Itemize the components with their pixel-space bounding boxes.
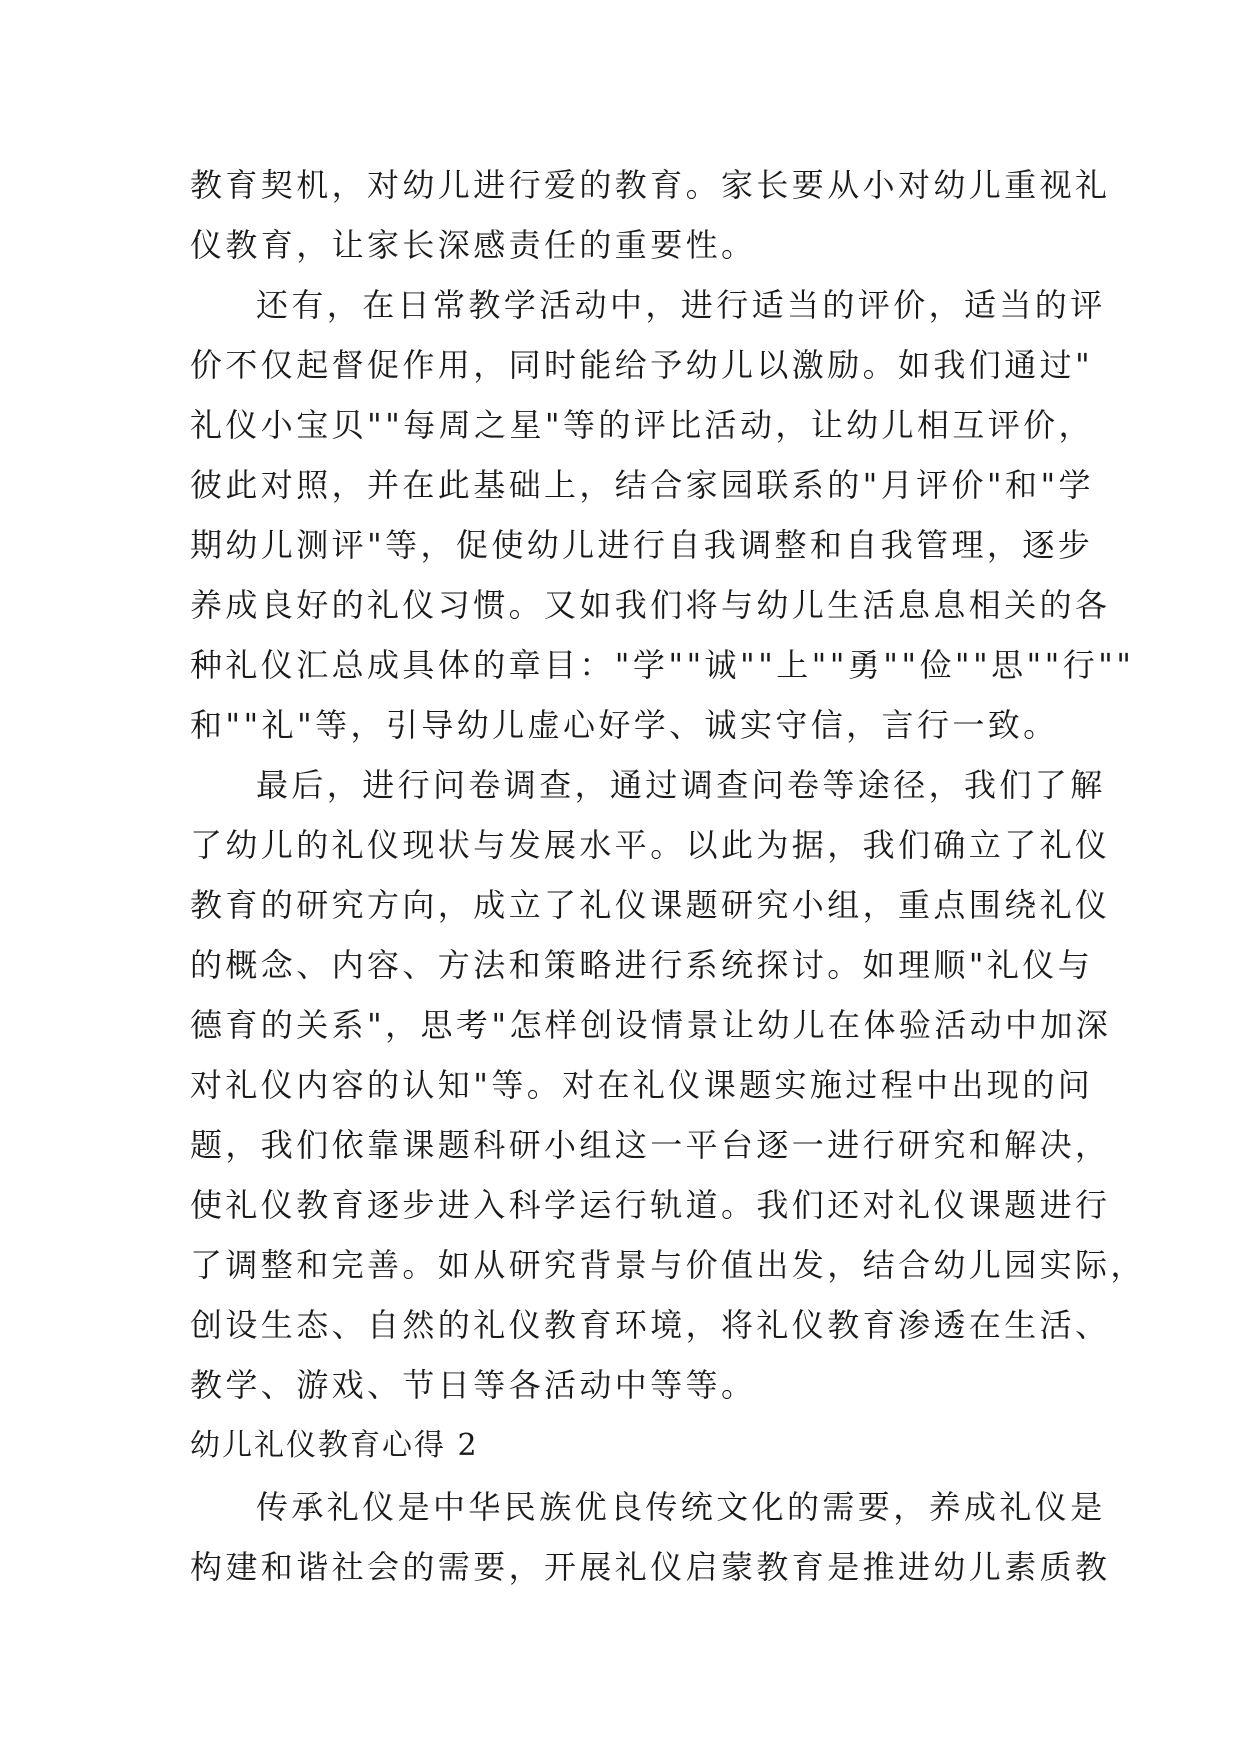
text-line: 了调整和完善。如从研究背景与价值出发，结合幼儿园实际， xyxy=(190,1246,1146,1284)
text-line: 创设生态、自然的礼仪教育环境，将礼仪教育渗透在生活、 xyxy=(190,1306,1111,1344)
paragraph-4 xyxy=(190,1477,1111,1597)
text-line: 传承礼仪是中华民族优良传统文化的需要，养成礼仪是 xyxy=(256,1488,1106,1526)
paragraph-1 xyxy=(190,155,1111,275)
text-line: 教育契机，对幼儿进行爱的教育。家长要从小对幼儿重视礼 xyxy=(190,166,1111,204)
text-line: 对礼仪内容的认知"等。对在礼仪课题实施过程中出现的问 xyxy=(190,1066,1094,1104)
text-line: 和""礼"等，引导幼儿虚心好学、诚实守信，言行一致。 xyxy=(190,706,1059,744)
paragraph-2 xyxy=(190,275,1135,755)
text-line: 最后，进行问卷调查，通过调查问卷等途径，我们了解 xyxy=(256,766,1106,804)
text-line: 题，我们依靠课题科研小组这一平台逐一进行研究和解决， xyxy=(190,1126,1111,1164)
text-line: 期幼儿测评"等，促使幼儿进行自我调整和自我管理，逐步 xyxy=(190,526,1094,564)
paragraph-3 xyxy=(190,755,1146,1415)
text-line: 礼仪小宝贝""每周之星"等的评比活动，让幼儿相互评价， xyxy=(190,406,1094,444)
document-page xyxy=(190,155,1146,1597)
text-line: 还有，在日常教学活动中，进行适当的评价，适当的评 xyxy=(256,286,1106,324)
text-line: 价不仅起督促作用，同时能给予幼儿以激励。如我们通过" xyxy=(190,346,1094,384)
text-line: 彼此对照，并在此基础上，结合家园联系的"月评价"和"学 xyxy=(190,466,1094,504)
text-line: 教学、游戏、节日等各活动中等等。 xyxy=(190,1366,757,1404)
text-line: 养成良好的礼仪习惯。又如我们将与幼儿生活息息相关的各 xyxy=(190,586,1111,624)
text-line: 的概念、内容、方法和策略进行系统探讨。如理顺"礼仪与 xyxy=(190,946,1094,984)
text-line: 构建和谐社会的需要，开展礼仪启蒙教育是推进幼儿素质教 xyxy=(190,1548,1111,1586)
section-heading: 幼儿礼仪教育心得 2 xyxy=(190,1428,479,1463)
text-line: 德育的关系"，思考"怎样创设情景让幼儿在体验活动中加深 xyxy=(190,1006,1112,1044)
text-line: 了幼儿的礼仪现状与发展水平。以此为据，我们确立了礼仪 xyxy=(190,826,1111,864)
text-line: 教育的研究方向，成立了礼仪课题研究小组，重点围绕礼仪 xyxy=(190,886,1111,924)
text-line: 使礼仪教育逐步进入科学运行轨道。我们还对礼仪课题进行 xyxy=(190,1186,1111,1224)
text-line: 种礼仪汇总成具体的章目："学""诚""上""勇""俭""思""行"" xyxy=(190,646,1135,684)
text-line: 仪教育，让家长深感责任的重要性。 xyxy=(190,226,757,264)
